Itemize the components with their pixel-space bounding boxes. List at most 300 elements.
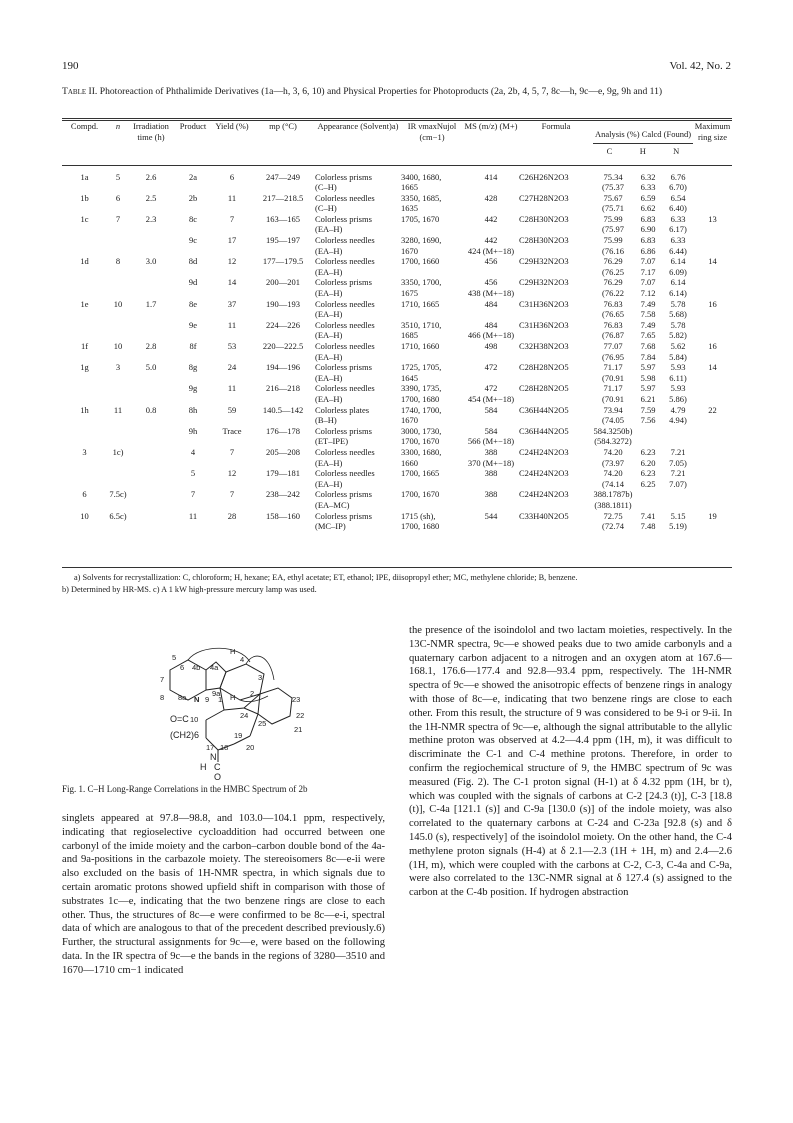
fig-label-4b: 4b	[192, 663, 201, 672]
table-cell: (EA–H)	[315, 288, 343, 299]
table-cell: 1700, 1680	[401, 393, 440, 404]
table-cell	[463, 500, 519, 511]
table-cell	[107, 479, 129, 490]
table-cell: 7	[229, 446, 235, 457]
table-cell: 194—196	[266, 362, 300, 373]
table-cell: 7.49	[640, 298, 656, 309]
table-row	[62, 362, 732, 373]
table-footnotes	[62, 572, 732, 595]
table-cell: 6.40)	[669, 203, 687, 214]
fig-label-ch2: (CH2)6	[170, 730, 200, 740]
col-nn: N	[673, 145, 680, 156]
table-cell: Colorless prisms	[315, 362, 372, 373]
table-cell: 456	[484, 277, 498, 288]
table-cell: 1635	[401, 203, 418, 214]
table-cell: C26H26N2O3	[519, 171, 569, 182]
table-cell: 6.20	[640, 457, 656, 468]
table-row	[62, 479, 732, 490]
table-cell: Colorless plates	[315, 404, 370, 415]
table-cell: 7.5c)	[109, 489, 127, 500]
table-cell: 1e	[80, 298, 89, 309]
col-appearance: Appearance (Solvent)a)	[317, 121, 399, 131]
table-cell: 7.49	[640, 319, 656, 330]
table-cell: 7	[229, 489, 235, 500]
table-cell: (73.97	[602, 457, 624, 468]
table-cell: 14	[227, 277, 237, 288]
table-cell: 205—208	[266, 446, 300, 457]
table-cell: C28H30N2O3	[519, 213, 569, 224]
table-cell	[463, 267, 519, 278]
fig-label-8: 8	[160, 693, 165, 702]
table-cell: C32H38N2O3	[519, 341, 569, 351]
fig-label-18: 18	[220, 743, 229, 752]
table-cell: 16	[708, 341, 717, 351]
table-cell: 75.67	[603, 192, 623, 203]
table-cell: Colorless prisms	[315, 425, 372, 436]
table-cell: 5.19)	[669, 521, 687, 532]
table-cell	[251, 479, 315, 490]
table-cell: 6.11)	[669, 372, 687, 383]
table-cell	[213, 288, 251, 299]
table-cell: 10	[113, 298, 123, 309]
table-cell: 177—179.5	[262, 256, 304, 267]
table-cell	[463, 182, 519, 193]
table-cell: 1c	[80, 213, 89, 224]
table-cell: 2.3	[145, 213, 157, 224]
table-cell: Colorless prisms	[315, 277, 372, 288]
table-cell	[213, 267, 251, 278]
table-cell: 7.41	[640, 510, 656, 521]
table-cell	[173, 394, 213, 405]
table-cell: 179—181	[266, 468, 300, 479]
table-cell	[463, 309, 519, 320]
table-cell	[251, 458, 315, 469]
col-n: n	[115, 121, 121, 131]
table-cell: 428	[484, 192, 498, 203]
table-cell: 76.29	[603, 277, 623, 288]
table-cell	[107, 352, 129, 363]
table-cell: 200—201	[266, 277, 300, 288]
table-cell: 3000, 1730,	[401, 425, 442, 436]
table-cell	[519, 373, 593, 384]
left-paragraph: singlets appeared at 97.8—98.8, and 103.0—104.1 ppm, respectively, indicating that regioselective cycloaddition had occurred between one carbonyl of the imide moiety and the carbon–carbon double bond of the 4a- and 9a-positions in the carbazole moiety. The stereoisomers 8c—e-ii were also excluded on the basis of 1H-NMR spectra, in which signals due to certain aromatic protons showed upfield shift in comparison with those of substrates 1c—e, indicating that the two benzene rings are close to each other. Thus, the structures of 8c—e were confirmed to be 8c—e-i, spectral data of which are analogous to that of the precedent described previously.6) Further, the structural assignments for 9c—e, were based on the following data. In the IR spectra of 9c—e the bands in the regions of 3280—3510 and 1670—1710 cm−1 indicated	[62, 813, 385, 976]
table-cell: 1b	[80, 192, 89, 203]
table-cell: Colorless needles	[315, 341, 375, 351]
table-cell	[663, 426, 693, 437]
table-cell: 4.94)	[669, 415, 687, 426]
table-cell	[519, 352, 593, 363]
table-cell: 484	[484, 319, 498, 330]
table-row	[62, 426, 732, 437]
table-cell	[107, 415, 129, 426]
table-cell	[173, 521, 213, 532]
table-cell	[107, 246, 129, 257]
table-cell	[251, 246, 315, 257]
table-cell: 8h	[188, 404, 198, 415]
table-cell: 9h	[188, 425, 198, 436]
table-cell	[129, 352, 173, 363]
table-row	[62, 277, 732, 288]
table-cell: Colorless prisms	[315, 489, 372, 500]
table-cell	[693, 235, 732, 246]
table-row	[62, 341, 732, 352]
table-cell: (EA–H)	[315, 245, 343, 256]
table-row	[62, 500, 732, 511]
table-cell: 5.0	[145, 362, 157, 373]
table-cell: 158—160	[266, 510, 300, 521]
table-cell: Colorless prisms	[315, 213, 372, 224]
table-cell	[213, 203, 251, 214]
table-cell: Colorless needles	[315, 383, 375, 394]
col-formula: Formula	[541, 121, 571, 131]
table-cell	[251, 500, 315, 511]
table-cell	[251, 224, 315, 235]
table-cell: 11	[227, 192, 237, 203]
table-cell: 5.68)	[669, 309, 687, 320]
table-cell: 5.84)	[669, 351, 687, 362]
fig-label-21: 21	[294, 725, 303, 734]
table-cell: 472	[484, 362, 498, 373]
table-cell: 584	[484, 404, 498, 415]
table-cell: 76.83	[603, 319, 623, 330]
table-cell	[62, 288, 107, 299]
table-row	[62, 415, 732, 426]
table-cell: Colorless prisms	[315, 510, 372, 521]
table-cell	[107, 309, 129, 320]
table-cell: 4.79	[670, 404, 686, 415]
table-cell: 6.90	[640, 224, 656, 235]
table-cell: 75.34	[603, 171, 623, 182]
table-cell	[129, 267, 173, 278]
table-cell	[633, 500, 663, 511]
table-cell: 8g	[188, 362, 198, 373]
table-cell: 6.32	[640, 171, 656, 182]
table-cell: 71.17	[603, 362, 623, 373]
table-cell	[129, 458, 173, 469]
table-cell	[251, 436, 315, 447]
table-cell	[693, 288, 732, 299]
table-cell: 5.93	[670, 383, 686, 394]
table-cell	[463, 521, 519, 532]
page-number: 190	[62, 60, 79, 72]
table-cell: 190—193	[266, 298, 300, 309]
table-cell: 24	[227, 362, 237, 373]
table-cell: 195—197	[266, 235, 300, 246]
table-cell: 8e	[188, 298, 198, 309]
table-cell: 7.07	[640, 256, 656, 267]
table-cell: 7.59	[640, 404, 656, 415]
table-row	[62, 405, 732, 416]
table-cell	[401, 309, 463, 320]
table-cell: 7.07	[640, 277, 656, 288]
table-cell: 1715 (sh),	[401, 510, 436, 521]
table-cell: (76.65	[602, 309, 624, 320]
table-cell: C24H24N2O3	[519, 489, 569, 500]
table-row	[62, 458, 732, 469]
table-cell	[213, 246, 251, 257]
table-cell: 6.23	[640, 468, 656, 479]
table-cell: C29H32N2O3	[519, 256, 569, 267]
fig-label-o: O	[214, 772, 222, 780]
table-row	[62, 489, 732, 500]
table-cell: 584.3250b)	[593, 425, 633, 436]
fig-label-3: 3	[258, 673, 263, 682]
table-cell	[693, 246, 732, 257]
table-row	[62, 309, 732, 320]
table-cell: 2.5	[145, 192, 157, 203]
table-cell: C24H24N2O3	[519, 446, 569, 457]
table-cell	[173, 309, 213, 320]
table-cell: (C–H)	[315, 203, 337, 214]
fig-label-4: 4	[240, 655, 245, 664]
table-cell: (B–H)	[315, 415, 337, 426]
table-cell: (70.91	[602, 393, 624, 404]
table-cell	[62, 394, 107, 405]
table-cell	[62, 277, 107, 288]
col-irradiation: Irradiation time (h)	[133, 121, 169, 142]
table-cell	[633, 489, 663, 500]
table-cell	[129, 373, 173, 384]
table-cell: 3390, 1735,	[401, 383, 442, 394]
fig-label-8a: 8a	[178, 693, 187, 702]
table-cell	[693, 426, 732, 437]
table-cell: 1710, 1660	[401, 341, 440, 351]
table-cell: 19	[708, 510, 717, 521]
table-cell	[693, 383, 732, 394]
table-cell	[401, 500, 463, 511]
table-cell: 7.21	[670, 468, 686, 479]
table-cell: 6	[82, 489, 87, 500]
table-cell: (74.14	[602, 478, 624, 489]
table-cell: 3350, 1685,	[401, 192, 442, 203]
table-cell: 59	[227, 404, 237, 415]
table-cell: (ET–IPE)	[315, 436, 349, 447]
table-cell	[663, 489, 693, 500]
table-cell: 11	[227, 383, 237, 394]
table-cell	[62, 500, 107, 511]
table-cell: 1740, 1700,	[401, 404, 442, 415]
table-cell	[173, 436, 213, 447]
table-cell: (76.87	[602, 330, 624, 341]
table-cell	[519, 521, 593, 532]
table-cell: 1.7	[145, 298, 157, 309]
col-ms: MS (m/z) (M+)	[464, 121, 518, 131]
fig-label-7: 7	[160, 675, 165, 684]
table-cell: 3	[82, 446, 87, 457]
table-cell	[107, 330, 129, 341]
table-cell: 442	[484, 213, 498, 224]
table-cell	[463, 415, 519, 426]
table-cell	[463, 203, 519, 214]
table-cell: 1685	[401, 330, 418, 341]
table-cell	[519, 394, 593, 405]
table-cell: 7.58	[640, 309, 656, 320]
table-cell: 1675	[401, 288, 418, 299]
table-cell: (EA–H)	[315, 478, 343, 489]
table-top-rule	[62, 118, 732, 119]
table-cell	[129, 521, 173, 532]
table-cell: 72.75	[603, 510, 623, 521]
table-cell: 472	[484, 383, 498, 394]
table-cell: 1d	[80, 256, 89, 267]
table-row	[62, 352, 732, 363]
table-cell: 6.17)	[669, 224, 687, 235]
table-row	[62, 436, 732, 447]
table-cell	[129, 288, 173, 299]
table-cell: 140.5—142	[262, 404, 304, 415]
table-cell: 220—222.5	[262, 341, 304, 351]
table-cell: (EA–H)	[315, 351, 343, 362]
table-cell	[129, 468, 173, 479]
table-cell	[107, 500, 129, 511]
table-cell	[129, 415, 173, 426]
table-cell	[62, 468, 107, 479]
table-row	[62, 193, 732, 204]
table-cell: 7.65	[640, 330, 656, 341]
table-cell: 1f	[80, 341, 89, 351]
table-cell: 5.78	[670, 319, 686, 330]
table-cell	[173, 373, 213, 384]
table-cell: 6.59	[640, 192, 656, 203]
table-cell: 17	[227, 235, 237, 246]
table-cell	[62, 320, 107, 331]
table-cell: 16	[708, 298, 717, 309]
table-cell	[62, 415, 107, 426]
table-cell: 1h	[80, 404, 89, 415]
table-cell: 442	[484, 235, 498, 246]
table-cell	[693, 447, 732, 458]
table-cell: 6	[229, 171, 235, 182]
table-cell: 6.5c)	[109, 510, 127, 521]
table-cell: 7.12	[640, 288, 656, 299]
table-cell: 6.14)	[669, 288, 687, 299]
fig-label-h1: H	[230, 693, 236, 702]
table-cell: 5.98	[640, 372, 656, 383]
body-text-left	[62, 812, 385, 978]
fig-label-4a: 4a	[210, 663, 219, 672]
fig-label-24: 24	[240, 711, 249, 720]
table-cell	[693, 521, 732, 532]
table-cell: 6.09)	[669, 266, 687, 277]
table-row	[62, 172, 732, 183]
table-cell: C28H28N2O5	[519, 383, 569, 394]
table-cell	[251, 394, 315, 405]
table-cell	[213, 309, 251, 320]
table-cell: 566 (M+−18)	[467, 436, 515, 447]
table-cell	[107, 373, 129, 384]
table-cell	[62, 224, 107, 235]
table-cell	[107, 277, 129, 288]
table-cell: 1700, 1670	[401, 489, 440, 500]
table-cell: 544	[484, 510, 498, 521]
table-cell	[129, 511, 173, 522]
table-cell	[693, 277, 732, 288]
table-cell: 7.07)	[669, 478, 687, 489]
fig-label-22: 22	[296, 711, 305, 720]
table-cell: 5	[190, 468, 196, 479]
table-cell	[213, 479, 251, 490]
table-cell	[519, 309, 593, 320]
table-cell: 5.78	[670, 298, 686, 309]
table-cell: 6.76	[670, 171, 686, 182]
table-cell: 1700, 1665	[401, 468, 440, 479]
table-cell	[62, 521, 107, 532]
table-cell	[463, 373, 519, 384]
table-cell: 5	[115, 171, 121, 182]
table-cell	[173, 203, 213, 214]
table-cell	[693, 458, 732, 469]
table-cell: C31H36N2O3	[519, 298, 569, 309]
table-row	[62, 235, 732, 246]
table-cell: 12	[227, 468, 237, 479]
col-product: Product	[179, 121, 207, 131]
table-cell: 11	[227, 319, 237, 330]
table-row	[62, 246, 732, 257]
fig-label-1: 1	[218, 695, 223, 704]
table-cell	[693, 172, 732, 183]
col-ring: Maximum ring size	[694, 121, 731, 142]
journal-volume: Vol. 42, No. 2	[669, 60, 731, 72]
table-cell: 6.33	[670, 235, 686, 246]
table-cell: 8d	[188, 256, 198, 267]
table-cell	[401, 479, 463, 490]
table-row	[62, 288, 732, 299]
table-cell: 1665	[401, 182, 418, 193]
table-cell	[693, 489, 732, 500]
table-cell	[107, 235, 129, 246]
col-analysis	[593, 121, 693, 165]
table-cell	[213, 394, 251, 405]
fig-label-10: 10	[190, 715, 199, 724]
table-cell: 9e	[188, 319, 198, 330]
table-cell: 388.1787b)	[593, 489, 633, 500]
table-row	[62, 468, 732, 479]
table-cell	[693, 193, 732, 204]
table-row	[62, 330, 732, 341]
table-cell	[519, 267, 593, 278]
table-cell	[213, 352, 251, 363]
table-cell: Colorless needles	[315, 256, 375, 267]
table-cell: (EA–H)	[315, 224, 343, 235]
table-cell: 12	[227, 256, 237, 267]
table-cell: 1700, 1670	[401, 436, 440, 447]
table-cell: (C–H)	[315, 182, 337, 193]
fig-label-2: 2	[250, 689, 255, 698]
table-cell	[251, 288, 315, 299]
table-cell	[62, 246, 107, 257]
table-cell	[173, 500, 213, 511]
table-cell	[129, 309, 173, 320]
table-cell	[173, 458, 213, 469]
table-cell	[62, 203, 107, 214]
table-cell	[129, 436, 173, 447]
table-cell: (EA–H)	[315, 372, 343, 383]
table-cell: 6.54	[670, 192, 686, 203]
table-cell: Trace	[222, 425, 242, 436]
table-cell	[107, 394, 129, 405]
table-cell: (584.3272)	[594, 436, 632, 447]
table-cell	[693, 373, 732, 384]
table-cell: 7.05)	[669, 457, 687, 468]
table-cell	[62, 436, 107, 447]
table-cell: 388	[484, 468, 498, 479]
table-cell	[107, 267, 129, 278]
table-cell: 6.70)	[669, 182, 687, 193]
fig-label-n: N	[210, 752, 217, 762]
table-bottom-rule	[62, 567, 732, 568]
table-cell	[173, 479, 213, 490]
table-cell: 498	[484, 341, 498, 351]
